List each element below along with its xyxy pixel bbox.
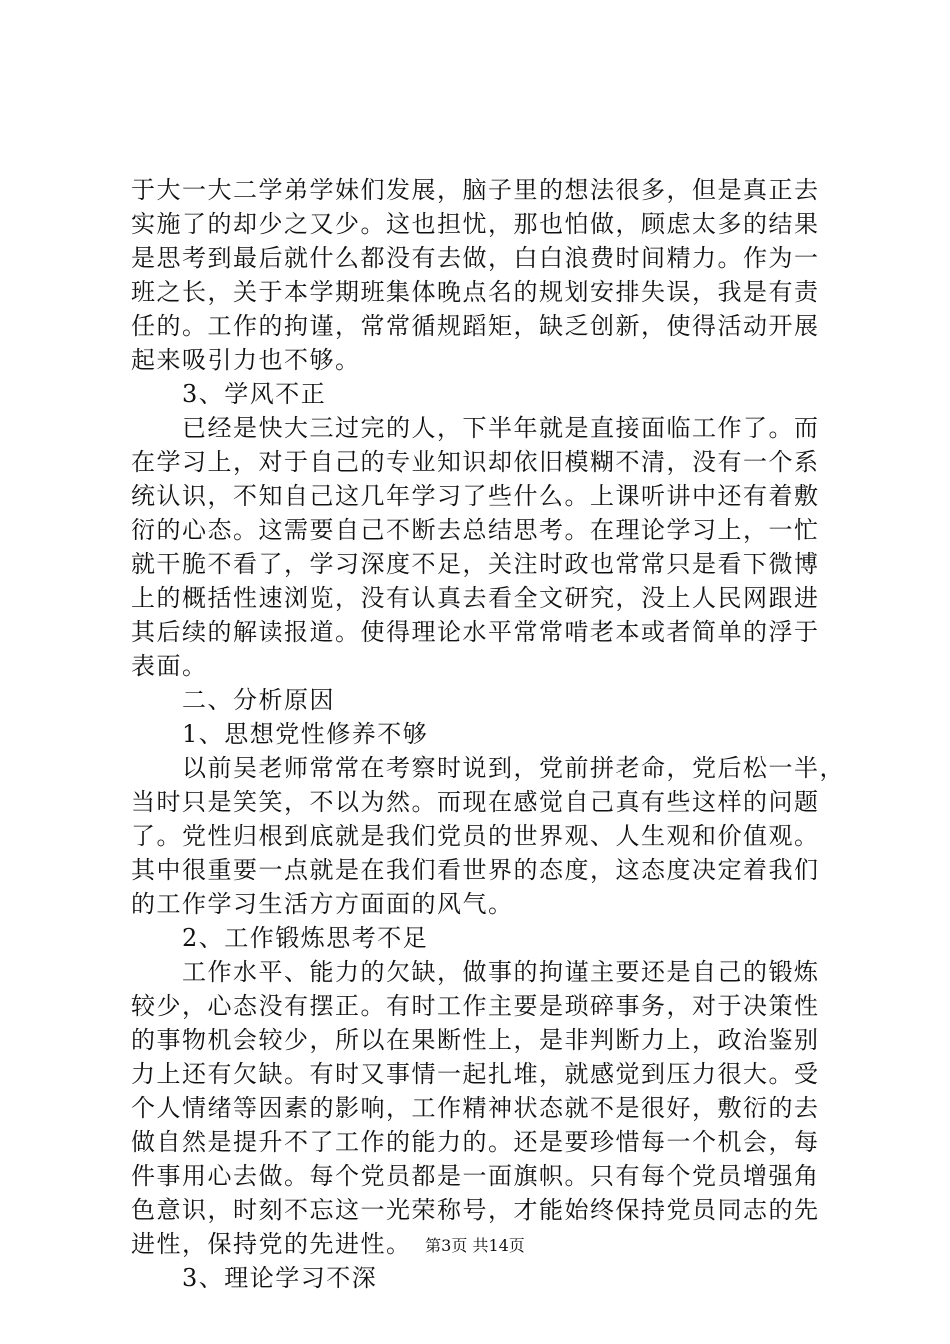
text-line: 了。党性归根到底就是我们党员的世界观、人生观和价值观。	[131, 822, 820, 850]
text-line: 以前吴老师常常在考察时说到，党前拼老命，党后松一半，	[131, 754, 845, 782]
section-heading: 3、学风不正	[131, 380, 327, 408]
text-line: 个人情绪等因素的影响，工作精神状态就不是很好，敷衍的去	[131, 1094, 820, 1122]
document-body	[131, 173, 845, 1295]
text-line: 的工作学习生活方方面面的风气。	[131, 890, 514, 918]
text-line: 较少，心态没有摆正。有时工作主要是琐碎事务，对于决策性	[131, 992, 820, 1020]
text-line: 在学习上，对于自己的专业知识却依旧模糊不清，没有一个系	[131, 448, 820, 476]
text-line: 件事用心去做。每个党员都是一面旗帜。只有每个党员增强角	[131, 1162, 820, 1190]
text-line: 就干脆不看了，学习深度不足，关注时政也常常只是看下微博	[131, 550, 820, 578]
text-line: 统认识，不知自己这几年学习了些什么。上课听讲中还有着敷	[131, 482, 820, 510]
text-line: 当时只是笑笑，不以为然。而现在感觉自己真有些这样的问题	[131, 788, 820, 816]
text-line: 任的。工作的拘谨，常常循规蹈矩，缺乏创新，使得活动开展	[131, 312, 820, 340]
text-line: 其中很重要一点就是在我们看世界的态度，这态度决定着我们	[131, 856, 820, 884]
page-number-footer: 第3页 共14页	[425, 1236, 525, 1255]
text-line: 上的概括性速浏览，没有认真去看全文研究，没上人民网跟进	[131, 584, 820, 612]
text-line: 工作水平、能力的欠缺，做事的拘谨主要还是自己的锻炼	[131, 958, 820, 986]
text-line: 实施了的却少之又少。这也担忧，那也怕做，顾虑太多的结果	[131, 210, 820, 238]
text-line: 色意识，时刻不忘这一光荣称号，才能始终保持党员同志的先	[131, 1196, 820, 1224]
text-line: 是思考到最后就什么都没有去做，白白浪费时间精力。作为一	[131, 244, 820, 272]
text-line: 班之长，关于本学期班集体晚点名的规划安排失误，我是有责	[131, 278, 820, 306]
text-line: 表面。	[131, 652, 208, 680]
text-line: 的事物机会较少，所以在果断性上，是非判断力上，政治鉴别	[131, 1026, 820, 1054]
section-heading: 二、分析原因	[131, 686, 335, 714]
text-line: 其后续的解读报道。使得理论水平常常啃老本或者简单的浮于	[131, 618, 820, 646]
section-heading: 1、思想党性修养不够	[131, 720, 429, 748]
section-heading: 2、工作锻炼思考不足	[131, 924, 429, 952]
section-heading: 3、理论学习不深	[131, 1264, 378, 1292]
text-line: 进性，保持党的先进性。	[131, 1230, 412, 1258]
text-line: 已经是快大三过完的人，下半年就是直接面临工作了。而	[131, 414, 820, 442]
text-line: 起来吸引力也不够。	[131, 346, 361, 374]
text-line: 力上还有欠缺。有时又事情一起扎堆，就感觉到压力很大。受	[131, 1060, 820, 1088]
text-line: 做自然是提升不了工作的能力的。还是要珍惜每一个机会，每	[131, 1128, 820, 1156]
text-line: 于大一大二学弟学妹们发展，脑子里的想法很多，但是真正去	[131, 176, 820, 204]
text-line: 衍的心态。这需要自己不断去总结思考。在理论学习上，一忙	[131, 516, 820, 544]
